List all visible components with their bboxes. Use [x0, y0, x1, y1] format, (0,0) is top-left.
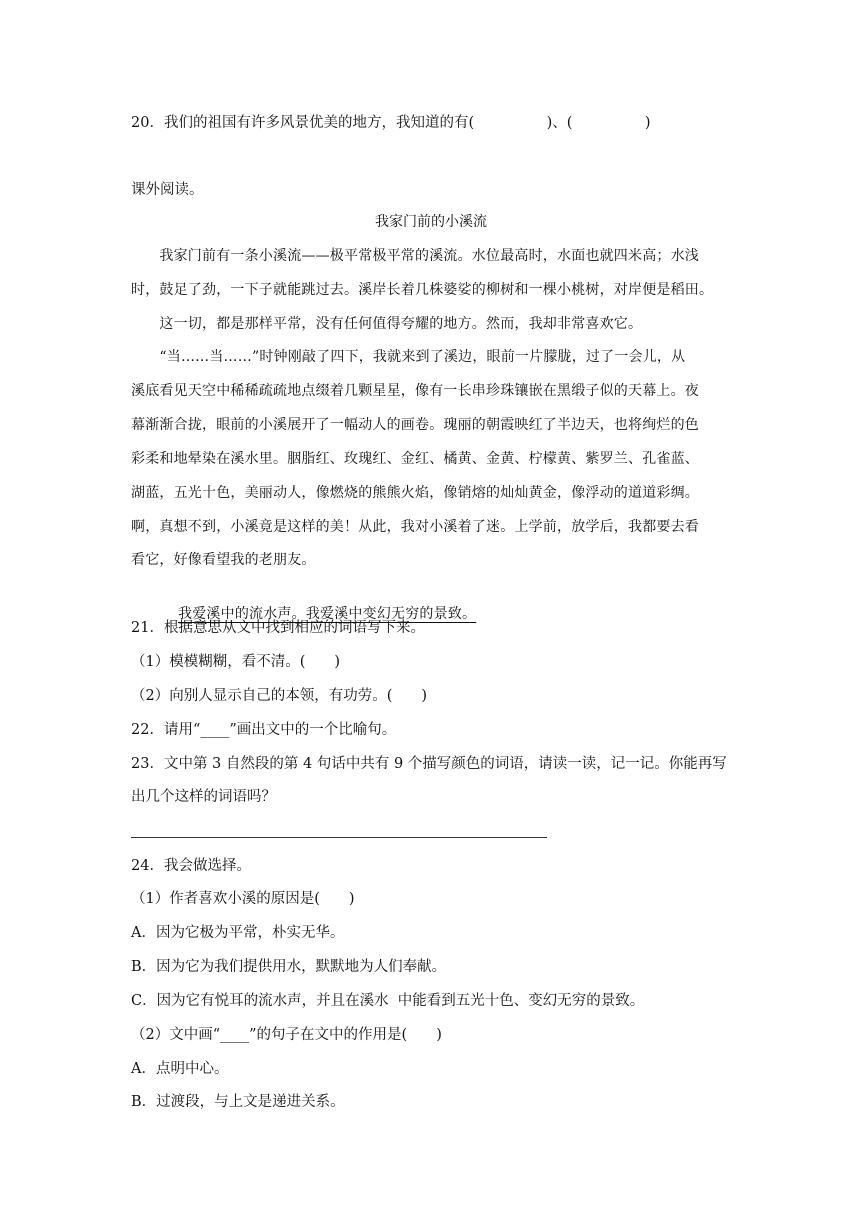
passage-line: 看它，好像看望我的老朋友。 — [131, 552, 316, 568]
passage-line: 湖蓝，五光十色，美丽动人，像燃烧的熊熊火焰，像销熔的灿灿黄金，像浮动的道道彩绸。 — [131, 485, 699, 501]
option-a-2: A．点明中心。 — [131, 1061, 229, 1077]
option-b: B．因为它为我们提供用水，默默地为人们奉献。 — [131, 959, 447, 975]
question-21-1: （1）模模糊糊，看不清。( ) — [131, 654, 341, 670]
passage-line: 彩柔和地晕染在溪水里。胭脂红、玫瑰红、金红、橘黄、金黄、柠檬黄、紫罗兰、孔雀蓝、 — [131, 451, 699, 467]
question-24-1: （1）作者喜欢小溪的原因是( ) — [131, 891, 355, 907]
passage-line: 啊，真想不到，小溪竟是这样的美！从此，我对小溪着了迷。上学前，放学后，我都要去看 — [131, 519, 699, 535]
section-label: 课外阅读。 — [131, 182, 204, 198]
option-b-2: B．过渡段，与上文是递进关系。 — [131, 1094, 345, 1110]
passage-line: 溪底看见天空中稀稀疏疏地点缀着几颗星星，像有一长串珍珠镶嵌在黑缎子似的天幕上。夜 — [131, 383, 699, 399]
question-20: 20．我们的祖国有许多风景优美的地方，我知道的有( )、( ) — [131, 115, 651, 131]
question-21-2: （2）向别人显示自己的本领，有功劳。( ) — [131, 688, 428, 704]
question-22: 22．请用“____”画出文中的一个比喻句。 — [131, 722, 397, 738]
question-23-cont: 出几个这样的词语吗？ — [131, 789, 276, 805]
passage-line: 幕渐渐合拢，眼前的小溪展开了一幅动人的画卷。瑰丽的朝霞映红了半边天，也将绚烂的色 — [131, 417, 699, 433]
question-24-2: （2）文中画“____”的句子在文中的作用是( ) — [131, 1027, 442, 1043]
passage-line: “当……当……”时钟刚敲了四下，我就来到了溪边，眼前一片朦胧，过了一会儿，从 — [131, 349, 686, 365]
passage-line: 时，鼓足了劲，一下子就能跳过去。溪岸长着几株婆娑的柳树和一棵小桃树，对岸便是稻田。 — [131, 282, 714, 298]
answer-line[interactable] — [131, 837, 547, 838]
option-c: C．因为它有悦耳的流水声，并且在溪水 中能看到五光十色、变幻无穷的景致。 — [131, 993, 645, 1009]
underlined-sentence: 我爱溪中的流水声。我爱溪中变幻无穷的景致。 — [178, 606, 477, 622]
question-23: 23．文中第 3 自然段的第 4 句话中共有 9 个描写颜色的词语，请读一读，记一记。你能再写 — [131, 756, 727, 772]
passage-line: 我家门前有一条小溪流——极平常极平常的溪流。水位最高时，水面也就四米高；水浅 — [131, 248, 699, 264]
passage-title: 我家门前的小溪流 — [375, 214, 487, 230]
question-24: 24．我会做选择。 — [131, 858, 251, 874]
option-a: A．因为它极为平常，朴实无华。 — [131, 925, 345, 941]
question-21: 21．根据意思从文中找到相应的词语写下来。 — [131, 620, 425, 636]
passage-line: 这一切，都是那样平常，没有任何值得夸耀的地方。然而，我却非常喜欢它。 — [131, 316, 643, 332]
